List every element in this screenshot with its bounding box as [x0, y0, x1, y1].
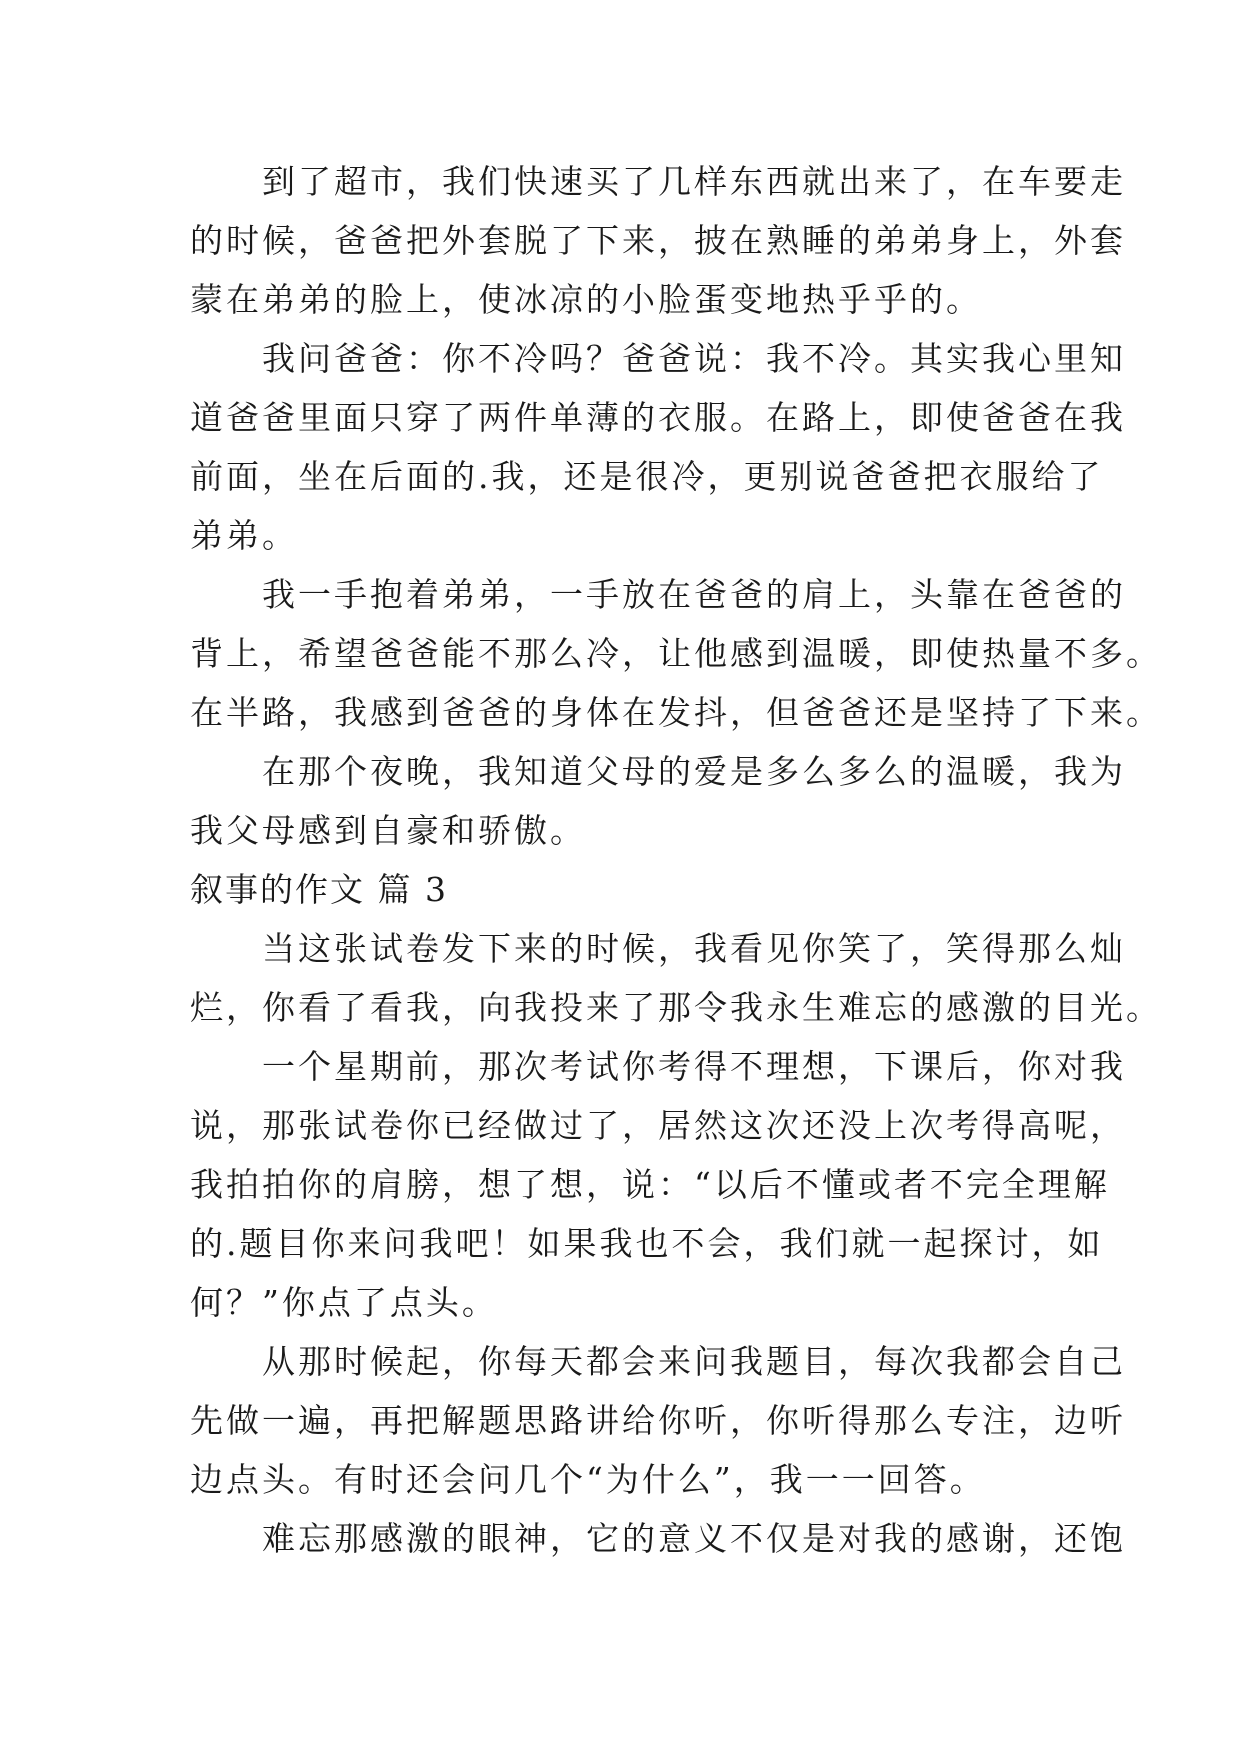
text-line: 在半路，我感到爸爸的身体在发抖，但爸爸还是坚持了下来。 [190, 693, 1162, 732]
text-line: 蒙在弟弟的脸上，使冰凉的小脸蛋变地热乎乎的。 [190, 280, 982, 319]
text-line: 的时候，爸爸把外套脱了下来，披在熟睡的弟弟身上，外套 [190, 221, 1126, 260]
text-line: 说，那张试卷你已经做过了，居然这次还没上次考得高呢， [190, 1106, 1126, 1145]
text-line: 道爸爸里面只穿了两件单薄的衣服。在路上，即使爸爸在我 [190, 398, 1126, 437]
text-line: 到了超市，我们快速买了几样东西就出来了，在车要走 [190, 162, 1126, 201]
text-line: 的.题目你来问我吧！如果我也不会，我们就一起探讨，如 [190, 1224, 1104, 1263]
text-line: 一个星期前，那次考试你考得不理想，下课后，你对我 [190, 1047, 1126, 1086]
text-line: 我问爸爸：你不冷吗？爸爸说：我不冷。其实我心里知 [190, 339, 1126, 378]
text-line: 弟弟。 [190, 516, 298, 555]
text-line: 当这张试卷发下来的时候，我看见你笑了，笑得那么灿 [190, 929, 1126, 968]
text-line: 在那个夜晚，我知道父母的爱是多么多么的温暖，我为 [190, 752, 1126, 791]
text-line: 我一手抱着弟弟，一手放在爸爸的肩上，头靠在爸爸的 [190, 575, 1126, 614]
text-line: 烂，你看了看我，向我投来了那令我永生难忘的感激的目光。 [190, 988, 1162, 1027]
text-line: 难忘那感激的眼神，它的意义不仅是对我的感谢，还饱 [190, 1519, 1126, 1558]
text-line: 先做一遍，再把解题思路讲给你听，你听得那么专注，边听 [190, 1401, 1126, 1440]
text-line: 背上，希望爸爸能不那么冷，让他感到温暖，即使热量不多。 [190, 634, 1162, 673]
text-line: 前面，坐在后面的.我，还是很冷，更别说爸爸把衣服给了 [190, 457, 1104, 496]
text-line: 我父母感到自豪和骄傲。 [190, 811, 586, 850]
text-line: 我拍拍你的肩膀，想了想，说：“以后不懂或者不完全理解 [190, 1165, 1110, 1204]
essay-text [190, 152, 1162, 1568]
text-line: 边点头。有时还会问几个“为什么”，我一一回答。 [190, 1460, 986, 1499]
text-line: 从那时候起，你每天都会来问我题目，每次我都会自己 [190, 1342, 1126, 1381]
section-heading: 叙事的作文 篇 3 [190, 870, 448, 909]
text-line: 何？”你点了点头。 [190, 1283, 498, 1322]
